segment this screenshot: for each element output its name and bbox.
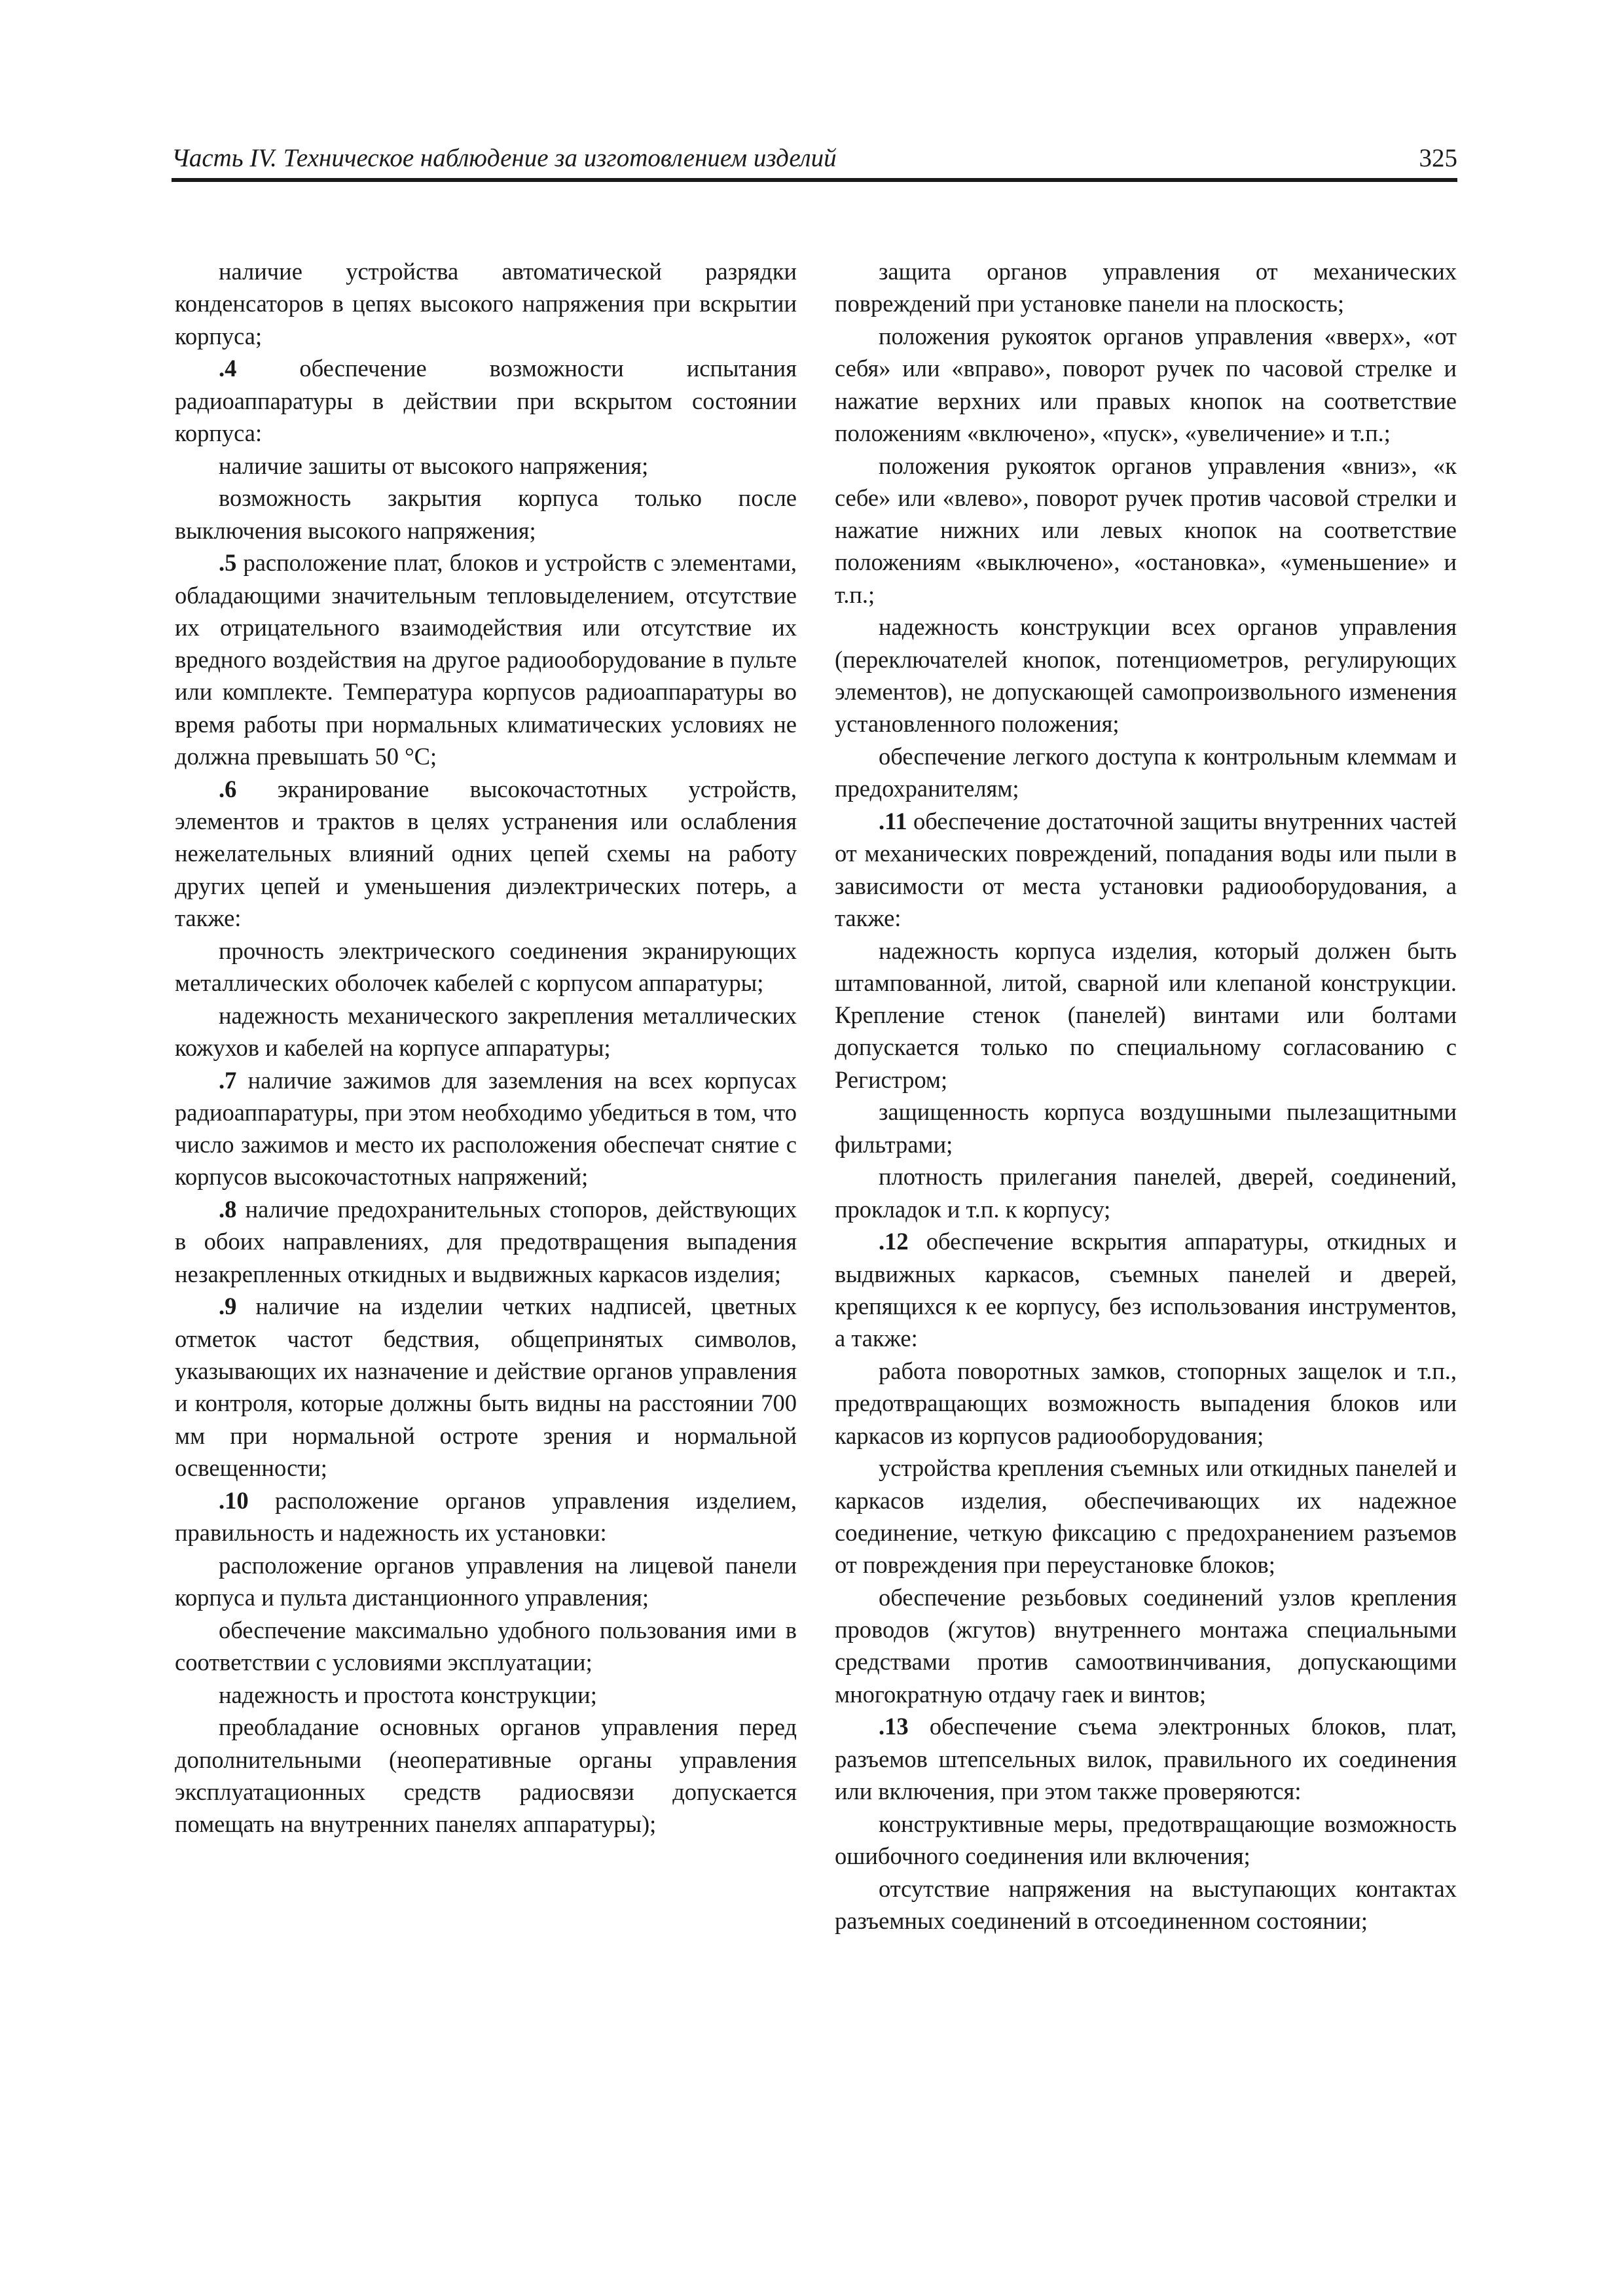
right-column bbox=[835, 255, 1457, 1937]
numbered-paragraph bbox=[835, 1225, 1457, 1354]
paragraph: защита органов управления от механических повреждений при установке панели на плоскость; bbox=[835, 258, 1457, 317]
paragraph: возможность закрытия корпуса только после выключения высокого напряжения; bbox=[175, 484, 797, 544]
item-number: .5 bbox=[219, 549, 237, 577]
paragraph: отсутствие напряжения на выступающих контактах разъемных соединений в отсоединенном состоянии; bbox=[835, 1874, 1457, 1934]
item-number: .7 bbox=[219, 1066, 237, 1094]
item-number: .10 bbox=[219, 1486, 249, 1514]
paragraph: расположение органов управления на лицевой панели корпуса и пульта дистанционного управления; bbox=[175, 1551, 797, 1611]
paragraph-text: наличие на изделии четких надписей, цветных отметок частот бедствия, общепринятых символов, указывающих их назначение и действие органов управления и контроля, которые должны быть видны на расстоянии 700 мм при нормальной остроте зрения и нормальной освещенности; bbox=[175, 1293, 797, 1481]
item-number: .11 bbox=[879, 808, 907, 834]
header-title: Часть IV. Техническое наблюдение за изготовлением изделий bbox=[172, 144, 837, 172]
paragraph: устройства крепления съемных или откидных панелей и каркасов изделия, обеспечивающих их надежное соединение, четкую фиксацию с предохранением разъемов от повреждения при переустановке блоков; bbox=[835, 1454, 1457, 1579]
paragraph: плотность прилегания панелей, дверей, соединений, прокладок и т.п. к корпусу; bbox=[835, 1163, 1457, 1223]
header-rule bbox=[172, 178, 1457, 182]
paragraph-text: обеспечение вскрытия аппаратуры, откидных и выдвижных каркасов, съемных панелей и дверей, крепящихся к ее корпусу, без использования инструментов, а также: bbox=[835, 1228, 1457, 1352]
paragraph: обеспечение легкого доступа к контрольным клеммам и предохранителям; bbox=[835, 743, 1457, 802]
item-number: .8 bbox=[219, 1196, 237, 1223]
paragraph-text: обеспечение возможности испытания радиоаппаратуры в действии при вскрытом состоянии корпуса: bbox=[175, 355, 797, 446]
item-number: .12 bbox=[879, 1228, 909, 1255]
paragraph-text: расположение плат, блоков и устройств с элементами, обладающими значительным тепловыделением, отсутствие их отрицательного взаимодействия или отсутствие их вредного воздействия на другое радиооборудование в пульте или комплекте. Температура корпусов радиоаппаратуры во время работы при нормальных климатических условиях не должна превышать 50 °С; bbox=[175, 549, 797, 770]
item-number: .13 bbox=[879, 1713, 909, 1740]
numbered-paragraph bbox=[175, 773, 797, 934]
numbered-paragraph bbox=[175, 1064, 797, 1193]
paragraph: наличие устройства автоматической разрядки конденсаторов в цепях высокого напряжения при вскрытии корпуса; bbox=[175, 258, 797, 350]
numbered-paragraph bbox=[835, 1710, 1457, 1807]
paragraph-text: экранирование высокочастотных устройств, элементов и трактов в целях устранения или ослабления нежелательных влияний одних цепей схемы на работу других цепей и уменьшения диэлектрических потерь, а также: bbox=[175, 775, 797, 931]
paragraph: защищенность корпуса воздушными пылезащитными фильтрами; bbox=[835, 1098, 1457, 1158]
paragraph: надежность корпуса изделия, который должен быть штампованной, литой, сварной или клепаной конструкции. Крепление стенок (панелей) винтами или болтами допускается только по специальному согласованию с Регистром; bbox=[835, 937, 1457, 1093]
paragraph: надежность и простота конструкции; bbox=[219, 1681, 597, 1708]
paragraph: наличие зашиты от высокого напряжения; bbox=[219, 452, 649, 479]
paragraph-text: расположение органов управления изделием, правильность и надежность их установки: bbox=[175, 1486, 797, 1546]
numbered-paragraph bbox=[175, 1290, 797, 1484]
numbered-paragraph bbox=[175, 1193, 797, 1290]
paragraph-text: наличие предохранительных стопоров, действующих в обоих направлениях, для предотвращения выпадения незакрепленных откидных и выдвижных каркасов изделия; bbox=[175, 1196, 797, 1287]
paragraph: конструктивные меры, предотвращающие возможность ошибочного соединения или включения; bbox=[835, 1810, 1457, 1870]
item-number: .9 bbox=[219, 1293, 237, 1320]
item-number: .6 bbox=[219, 775, 237, 802]
paragraph: положения рукояток органов управления «вверх», «от себя» или «вправо», поворот ручек по часовой стрелке и нажатие верхних или правых кнопок на соответствие положениям «включено», «пуск», «увеличение» и т.п.; bbox=[835, 322, 1457, 446]
paragraph: обеспечение резьбовых соединений узлов крепления проводов (жгутов) внутреннего монтажа специальными средствами против самоотвинчивания, допускающими многократную отдачу гаек и винтов; bbox=[835, 1583, 1457, 1708]
paragraph: надежность конструкции всех органов управления (переключателей кнопок, потенциометров, регулирующих элементов), не допускающей самопроизвольного изменения установленного положения; bbox=[835, 613, 1457, 738]
paragraph: преобладание основных органов управления перед дополнительными (неоперативные органы управления эксплуатационных средств радиосвязи допускается помещать на внутренних панелях аппаратуры); bbox=[175, 1713, 797, 1838]
numbered-paragraph bbox=[175, 1484, 797, 1549]
paragraph: надежность механического закрепления металлических кожухов и кабелей на корпусе аппаратуры; bbox=[175, 1001, 797, 1061]
page-number: 325 bbox=[1419, 144, 1457, 172]
running-header bbox=[172, 143, 1457, 174]
paragraph: обеспечение максимально удобного пользования ими в соответствии с условиями эксплуатации; bbox=[175, 1616, 797, 1676]
numbered-paragraph bbox=[835, 805, 1457, 934]
numbered-paragraph bbox=[175, 352, 797, 449]
paragraph: прочность электрического соединения экранирующих металлических оболочек кабелей с корпусом аппаратуры; bbox=[175, 937, 797, 996]
paragraph-text: наличие зажимов для заземления на всех корпусах радиоаппаратуры, при этом необходимо убедиться в том, что число зажимов и место их расположения обеспечат снятие с корпусов высокочастотных напряжений; bbox=[175, 1066, 797, 1191]
paragraph: работа поворотных замков, стопорных защелок и т.п., предотвращающих возможность выпадения блоков или каркасов из корпусов радиооборудования; bbox=[835, 1357, 1457, 1449]
numbered-paragraph bbox=[175, 547, 797, 772]
paragraph-text: обеспечение достаточной защиты внутренних частей от механических повреждений, попадания воды или пыли в зависимости от места установки радиооборудования, а также: bbox=[835, 808, 1457, 931]
paragraph: положения рукояток органов управления «вниз», «к себе» или «влево», поворот ручек против часовой стрелки и нажатие нижних или левых кнопок на соответствие положениям «выключено», «остановка», «уменьшение» и т.п.; bbox=[835, 452, 1457, 608]
item-number: .4 bbox=[219, 355, 237, 382]
paragraph-text: обеспечение съема электронных блоков, плат, разъемов штепсельных вилок, правильного их соединения или включения, при этом также проверяются: bbox=[835, 1713, 1457, 1805]
left-column bbox=[175, 255, 797, 1840]
